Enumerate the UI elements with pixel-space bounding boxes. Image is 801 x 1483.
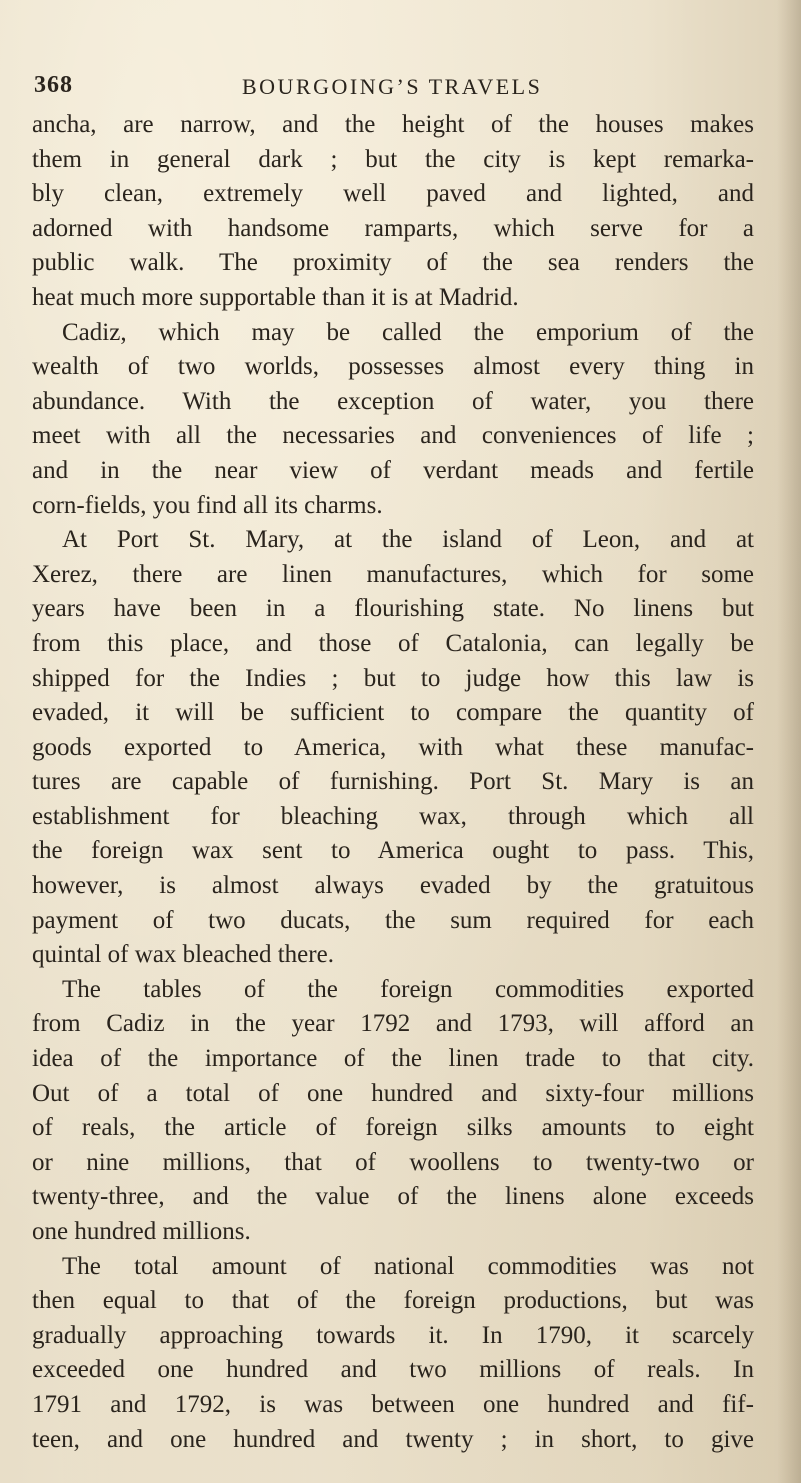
text-line: shipped for the Indies ; but to judge how this law is <box>32 664 754 692</box>
text-line: exceeded one hundred and two millions of reals. In <box>32 1356 754 1384</box>
running-head: BOURGOING’S TRAVELS <box>242 74 543 99</box>
text-line: At Port St. Mary, at the island of Leon, and at <box>62 526 754 554</box>
text-line: bly clean, extremely well paved and lighted, and <box>32 180 754 208</box>
text-line: and in the near view of verdant meads and fertile <box>32 456 754 484</box>
text-line: adorned with handsome ramparts, which serve for a <box>32 214 754 242</box>
text-line: The total amount of national commodities was not <box>62 1252 754 1280</box>
paragraph <box>32 108 754 316</box>
text-line: one hundred millions. <box>32 1218 251 1245</box>
text-line: ancha, are narrow, and the height of the houses makes <box>32 111 754 138</box>
paragraph <box>32 973 754 1250</box>
text-line: quintal of wax bleached there. <box>32 941 334 969</box>
text-line: evaded, it will be sufficient to compare the quantity of <box>32 699 754 727</box>
text-line: payment of two ducats, the sum required for each <box>32 906 754 934</box>
text-line: heat much more supportable than it is at Madrid. <box>32 283 519 311</box>
text-line: wealth of two worlds, possesses almost every thing in <box>32 353 754 381</box>
text-line: however, is almost always evaded by the gratuitous <box>32 872 754 900</box>
text-line: 1791 and 1792, is was between one hundred and fif- <box>32 1390 754 1418</box>
text-line: Xerez, there are linen manufactures, which for some <box>32 560 754 588</box>
text-line: idea of the importance of the linen trade to that city. <box>32 1045 754 1073</box>
text-line: public walk. The proximity of the sea renders the <box>32 249 754 277</box>
paragraph <box>32 316 754 524</box>
text-line: Cadiz, which may be called the emporium of the <box>62 318 754 346</box>
text-line: then equal to that of the foreign productions, but was <box>32 1287 754 1315</box>
paragraph <box>32 523 754 973</box>
text-line: Out of a total of one hundred and sixty-four millions <box>32 1079 754 1107</box>
page-number: 368 <box>34 72 73 98</box>
page-gutter-shadow <box>777 0 801 1483</box>
text-line: gradually approaching towards it. In 1790, it scarcely <box>32 1321 754 1349</box>
text-line: establishment for bleaching wax, through which all <box>32 802 754 830</box>
text-line: teen, and one hundred and twenty ; in short, to give <box>32 1425 754 1453</box>
text-line: them in general dark ; but the city is kept remarka- <box>32 145 754 173</box>
text-line: goods exported to America, with what these manufac- <box>32 733 754 761</box>
text-line: abundance. With the exception of water, you there <box>32 387 754 415</box>
text-line: or nine millions, that of woollens to twenty-two or <box>32 1148 754 1176</box>
text-line: years have been in a flourishing state. No linens but <box>32 595 754 623</box>
text-line: The tables of the foreign commodities exported <box>62 975 754 1003</box>
text-line: twenty-three, and the value of the linens alone exceeds <box>32 1183 754 1211</box>
text-line: of reals, the article of foreign silks amounts to eight <box>32 1114 754 1142</box>
paragraph <box>32 1250 754 1458</box>
page-header <box>34 68 754 108</box>
text-line: from this place, and those of Catalonia, can legally be <box>32 629 754 657</box>
text-line: meet with all the necessaries and conveniences of life ; <box>32 422 754 450</box>
text-line: from Cadiz in the year 1792 and 1793, will afford an <box>32 1010 754 1038</box>
text-line: corn-fields, you find all its charms. <box>32 491 383 519</box>
text-line: tures are capable of furnishing. Port St. Mary is an <box>32 768 754 796</box>
text-line: the foreign wax sent to America ought to pass. This, <box>32 837 754 865</box>
body-text <box>32 108 754 1457</box>
